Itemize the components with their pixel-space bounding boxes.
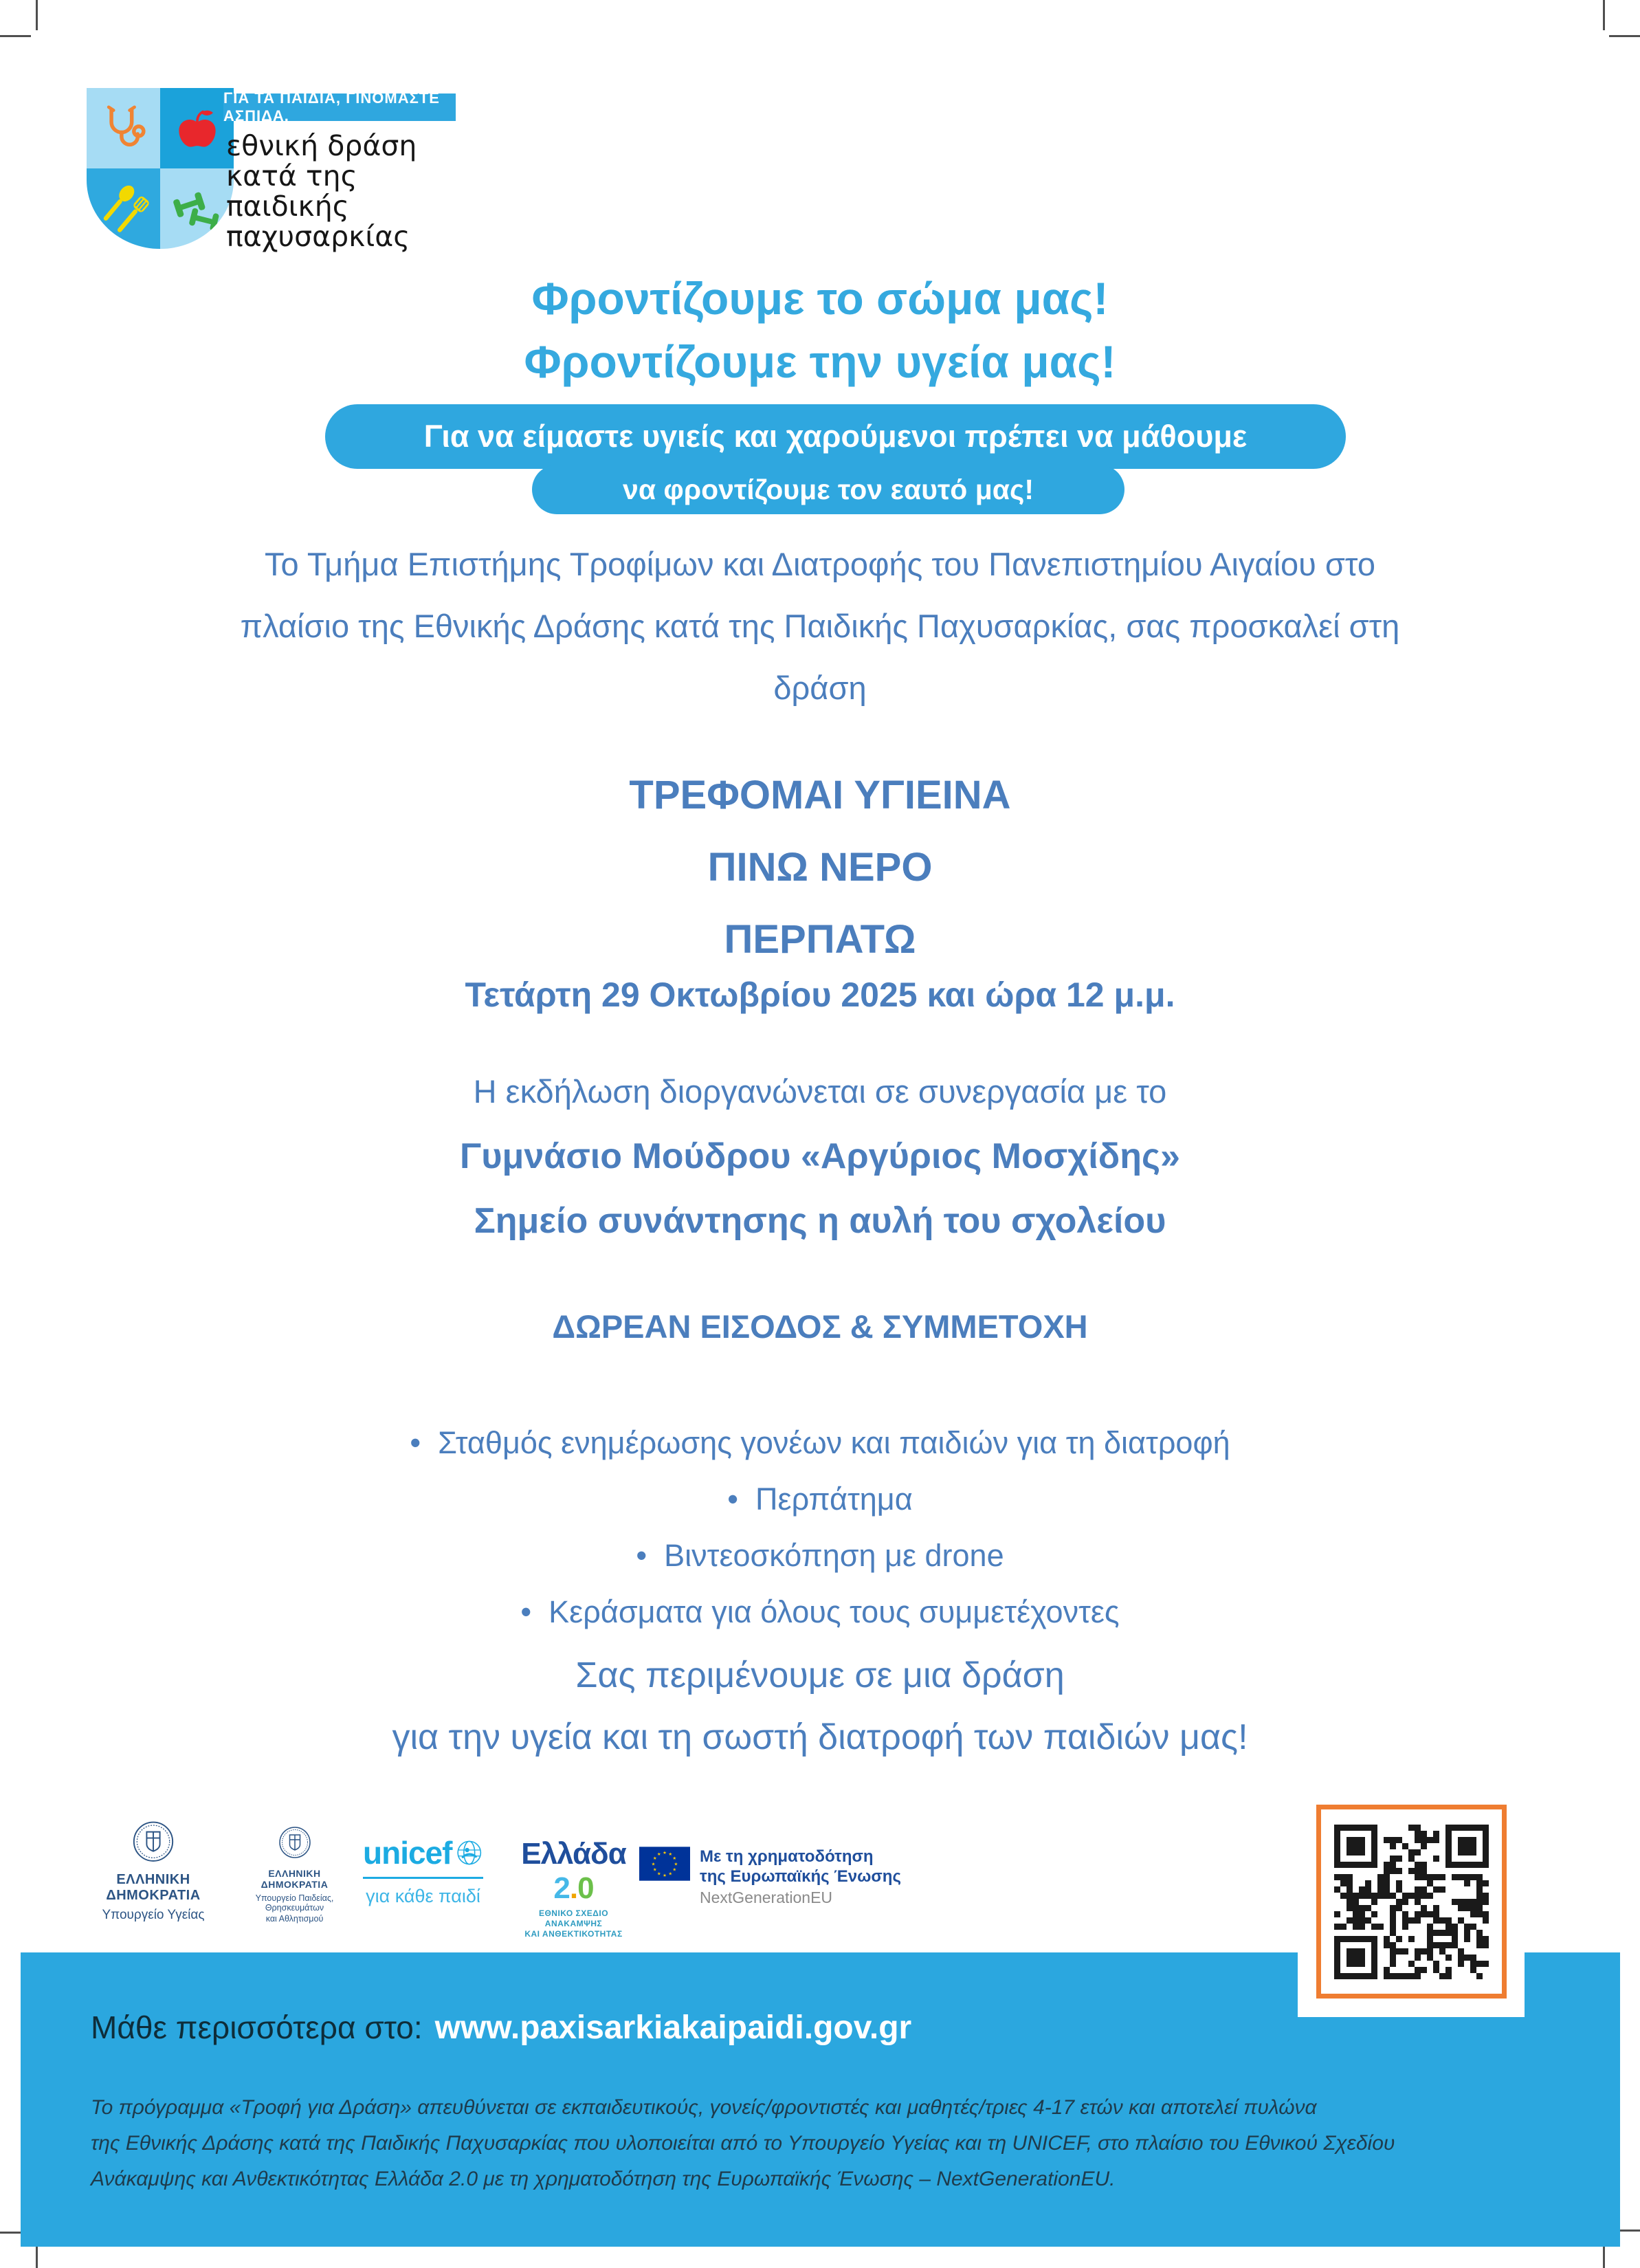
shield-quadrant-food [87,168,160,249]
logo-wordmark-line: παχυσαρκίας [226,220,410,253]
headline-line1: Φροντίζουμε το σώμα μας! [531,273,1109,324]
greek-emblem-icon [131,1820,175,1864]
fine-print-line: Ανάκαμψης και Ανθεκτικότητας Ελλάδα 2.0 με τη χρηματοδότηση της Ευρωπαϊκής Ένωσης – NextGenerationEU. [91,2168,1116,2190]
stethoscope-icon [97,102,151,155]
list-item: • Κεράσματα για όλους τους συμμετέχοντες [0,1584,1640,1640]
footer-more-line [91,2009,911,2047]
eu-flag-icon [639,1847,690,1881]
eu-nextgeneration-label: NextGenerationEU [700,1889,833,1906]
unicef-wordmark: unicef [363,1835,452,1871]
greece-2-0-wordmark [510,1837,637,1906]
spoon-spatula-icon [96,181,151,236]
greece20-subtitle: ΕΘΝΙΚΟ ΣΧΕΔΙΟ ΑΝΑΚΑΜΨΗΣ [538,1908,609,1928]
qr-code [1334,1825,1489,1979]
footer-website-url: www.paxisarkiakaipaidi.gov.gr [434,2010,912,2046]
intro-line: δράση [773,670,867,706]
collab-intro: Η εκδήλωση διοργανώνεται σε συνεργασία με το [473,1073,1167,1110]
logo-wordmark [226,131,417,252]
svg-text:★: ★ [651,1861,656,1867]
crop-mark [1603,0,1605,30]
shield-quadrant-exercise [160,168,234,249]
headline-line2: Φροντίζουμε την υγεία μας! [524,336,1116,387]
footer-more-label: Μάθε περισσότερα στο: [91,2010,423,2045]
svg-text:★: ★ [663,1872,667,1878]
free-entry-note: ΔΩΡΕΑΝ ΕΙΣΟΔΟΣ & ΣΥΜΜΕΤΟΧΗ [552,1308,1088,1345]
eu-funding-line2: της Ευρωπαϊκής Ένωσης [700,1867,901,1886]
activities-list [0,1415,1640,1640]
svg-text:★: ★ [656,1871,661,1877]
closing-line1: Σας περιμένουμε σε μια δράση [575,1655,1065,1695]
partner-health-ministry [81,1820,225,1923]
shield-quadrant-health [87,88,160,168]
event-datetime: Τετάρτη 29 Οκτωβρίου 2025 και ώρα 12 μ.μ. [465,976,1175,1014]
collab-school: Γυμνάσιο Μούδρου «Αργύριος Μοσχίδης» [460,1136,1180,1176]
event-title-2: ΠΙΝΩ ΝΕΡΟ [707,845,933,890]
svg-text:★: ★ [672,1856,677,1862]
partner-eu-funding [639,1847,901,1907]
svg-text:★: ★ [656,1851,661,1858]
svg-text:★: ★ [668,1871,673,1877]
message-banner-bottom-text: να φροντίζουμε τον εαυτό μας! [623,473,1034,505]
logo-tagline-banner [223,89,456,124]
partner-subtitle: Υπουργείο Παιδείας, Θρησκευμάτων [255,1893,334,1913]
greece20-word: Ελλάδα [521,1837,626,1871]
crop-mark [1609,35,1640,37]
main-headline [0,267,1640,393]
collab-meeting-point: Σημείο συνάντησης η αυλή του σχολείου [474,1201,1166,1241]
unicef-divider [363,1877,483,1879]
intro-line: Το Τμήμα Επιστήμης Τροφίμων και Διατροφής του Πανεπιστημίου Αιγαίου στο [265,546,1375,582]
logo-tagline-text: ΓΙΑ ΤΑ ΠΑΙΔΙΑ, ΓΙΝΟΜΑΣΤΕ ΑΣΠΙΔΑ. [223,89,440,124]
qr-code-panel [1298,1786,1525,2017]
logo-wordmark-line: εθνική δράση [226,129,417,162]
logo-wordmark-line: κατά της [226,159,357,192]
partner-unicef [363,1834,483,1907]
greece20-digit2: 2 [553,1871,570,1905]
intro-line: πλαίσιο της Εθνικής Δράσης κατά της Παιδικής Παχυσαρκίας, σας προσκαλεί στη [240,608,1400,644]
message-banner-bottom [532,465,1124,514]
event-title-1: ΤΡΕΦΟΜΑΙ ΥΓΙΕΙΝΑ [629,773,1011,817]
qr-code-frame [1316,1805,1507,1999]
fine-print-line: της Εθνικής Δράσης κατά της Παιδικής Παχυσαρκίας που υλοποιείται από το Υπουργείο Υγείας και τη UNICEF, στο πλαίσιο του Εθνικού Σχεδίου [91,2132,1395,2155]
fine-print-line: Το πρόγραμμα «Τροφή για Δράση» απευθύνεται σε εκπαιδευτικούς, γονείς/φροντιστές και μαθητές/τριες 4-17 ετών και αποτελεί πυλώνα [91,2096,1317,2119]
list-item: • Βιντεοσκόπηση με drone [0,1528,1640,1584]
partner-name: ΕΛΛΗΝΙΚΗ ΔΗΜΟΚΡΑΤΙΑ [261,1868,329,1890]
partner-education-ministry [238,1826,351,1924]
svg-text:★: ★ [652,1856,657,1862]
svg-text:★: ★ [672,1867,677,1873]
greece20-digit0: 0 [577,1871,594,1905]
unicef-emblem-icon [456,1838,483,1868]
list-item: • Περπάτημα [0,1471,1640,1528]
svg-text:★: ★ [674,1861,678,1867]
partner-name: ΕΛΛΗΝΙΚΗ ΔΗΜΟΚΡΑΤΙΑ [106,1872,201,1903]
apple-icon [172,103,223,154]
svg-text:★: ★ [668,1851,673,1858]
partner-subtitle: και Αθλητισμού [265,1914,324,1924]
eu-funding-line1: Με τη χρηματοδότηση [700,1847,874,1866]
svg-text:★: ★ [663,1849,667,1856]
crop-mark [36,0,38,30]
dumbbell-icon [170,182,224,236]
closing-line2: για την υγεία και τη σωστή διατροφή των παιδιών μας! [392,1717,1248,1757]
partner-subtitle: Υπουργείο Υγείας [102,1908,205,1922]
event-titles [0,759,1640,976]
greece20-subtitle: ΚΑΙ ΑΝΘΕΚΤΙΚΟΤΗΤΑΣ [524,1929,623,1939]
partner-greece-2-0 [510,1837,637,1939]
unicef-tagline: για κάθε παιδί [366,1886,480,1906]
list-item: • Σταθμός ενημέρωσης γονέων και παιδιών για τη διατροφή [0,1415,1640,1471]
svg-text:★: ★ [652,1867,657,1873]
intro-paragraph [0,533,1640,719]
logo-wordmark-line: παιδικής [226,190,349,223]
greece20-dot: . [569,1871,578,1905]
message-banner-top-text: Για να είμαστε υγιείς και χαρούμενοι πρέπει να μάθουμε [423,419,1248,454]
greek-emblem-icon [278,1826,312,1860]
footer-fine-print [91,2090,1395,2197]
event-title-3: ΠΕΡΠΑΤΩ [724,917,916,962]
national-action-shield-logo [87,88,234,249]
shield-quadrant-nutrition [160,88,234,168]
crop-mark [0,35,31,37]
closing-message [0,1644,1640,1768]
message-banner-top [325,404,1346,469]
